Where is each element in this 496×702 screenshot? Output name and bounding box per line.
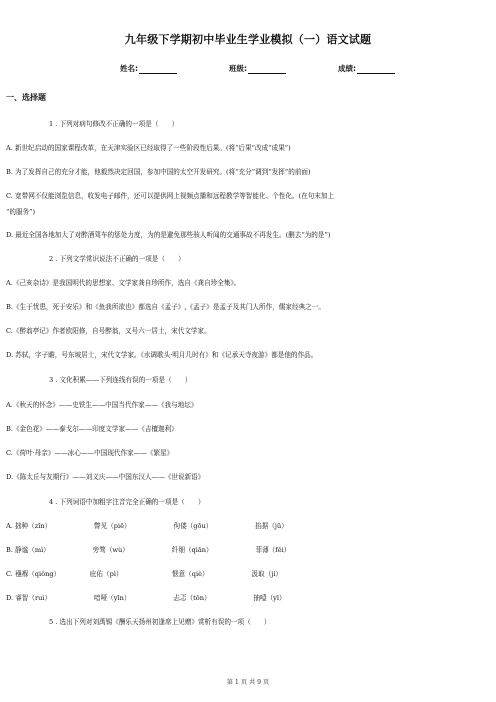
page-footer: 第 1 页 共 9 页 (226, 679, 270, 686)
option-2b: B.《生于忧患，死于安乐》和《鱼我所欲也》都选自《孟子》,《孟子》是孟子及其门人所作，儒家经典之一。 (6, 303, 325, 311)
score-blank[interactable] (357, 65, 395, 74)
option-4a: A. 拙种（zǐn） 瞥见（piē） 佝偻（gōu） 掐据（jū） (6, 522, 288, 530)
option-3c: C.《荷叶·母亲》——冰心——中国现代作家——《繁星》 (6, 449, 174, 457)
class-field[interactable] (229, 63, 286, 74)
option-3a: A.《秋天的怀念》——史铁生——中国当代作家——《我与地坛》 (6, 401, 198, 409)
page-title: 九年级下学期初中毕业生学业模拟（一）语文试题 (124, 33, 372, 46)
class-blank[interactable] (248, 65, 286, 74)
option-4c: C. 襁褓（qiǒng） 庇佑（pì） 惬意（qiè） 汲取（jí） (6, 570, 282, 578)
question-2: 2 . 下列文学常识说法不正确的一项是（ ） (49, 255, 185, 263)
score-field[interactable] (338, 63, 395, 74)
option-2c: C.《醉翁亭记》作者欧阳修，自号醉翁，又号六一居士，宋代文学家。 (6, 327, 211, 335)
name-field[interactable] (120, 63, 177, 74)
name-label: 姓名: (120, 64, 138, 73)
question-4: 4 . 下列词语中加粗字注音完全正确的一项是（ ） (49, 498, 205, 506)
score-label: 成绩: (338, 64, 356, 73)
option-1d: D. 最近全国各地加大了对醉酒驾车的惩处力度，为的是避免那些骇人听闻的交通事故不再发生。(删去“为的是”) (6, 231, 331, 239)
student-info-row (0, 63, 496, 77)
question-1: 1 . 下列对病句修改不正确的一项是（ ） (49, 120, 179, 128)
option-1c-cont: “的服务”) (6, 208, 36, 216)
name-blank[interactable] (139, 65, 177, 74)
option-1b: B. 为了发挥自己的充分才能，他毅然决定回国，参加中国的太空开发研究。(将“充分”调到“发挥”的前面) (6, 168, 311, 176)
option-3b: B.《金色花》——泰戈尔——印度文学家——《吉檀迦利》 (6, 425, 178, 433)
class-label: 班级: (229, 64, 247, 73)
option-1c: C. 宽带网不仅能浏览信息，收发电子邮件，还可以提供网上视频点播和远程教学等智能化、个性化。(在句末加上 (6, 192, 335, 200)
section-heading: 一、选择题 (6, 93, 46, 102)
question-3: 3 . 文化积累——下列连线有误的一项是（ ） (49, 376, 192, 384)
option-1a: A. 新世纪启动的国家课程改革，在天津实验区已经取得了一些阶段性后果。(将“后果”改成“成果”) (6, 144, 291, 152)
option-4b: B. 静谧（mì） 旁骛（wù） 纤细（qiān） 菲薄（fěi） (6, 546, 291, 554)
question-5: 5 . 选出下列对刘禹锡《酬乐天扬州初逢席上见赠》赏析有误的一项（ ） (49, 618, 271, 626)
option-2a: A.《己亥杂诗》是我国明代的思想家、文学家龚自珍所作，选自《龚自珍全集》。 (6, 279, 241, 287)
option-4d: D. 睿智（ruì） 喑哑（yīn） 忐忑（tǒn） 抽噎（yī） (6, 594, 286, 602)
option-3d: D.《陈太丘与友期行》——刘义庆——中国东汉人——《世说新语》 (6, 473, 205, 481)
option-2d: D. 苏轼，字子瞻，号东坡居士，宋代文学家。《水调歌头·明月几时有》和《记承天寺夜游》都是他的作品。 (6, 351, 318, 359)
